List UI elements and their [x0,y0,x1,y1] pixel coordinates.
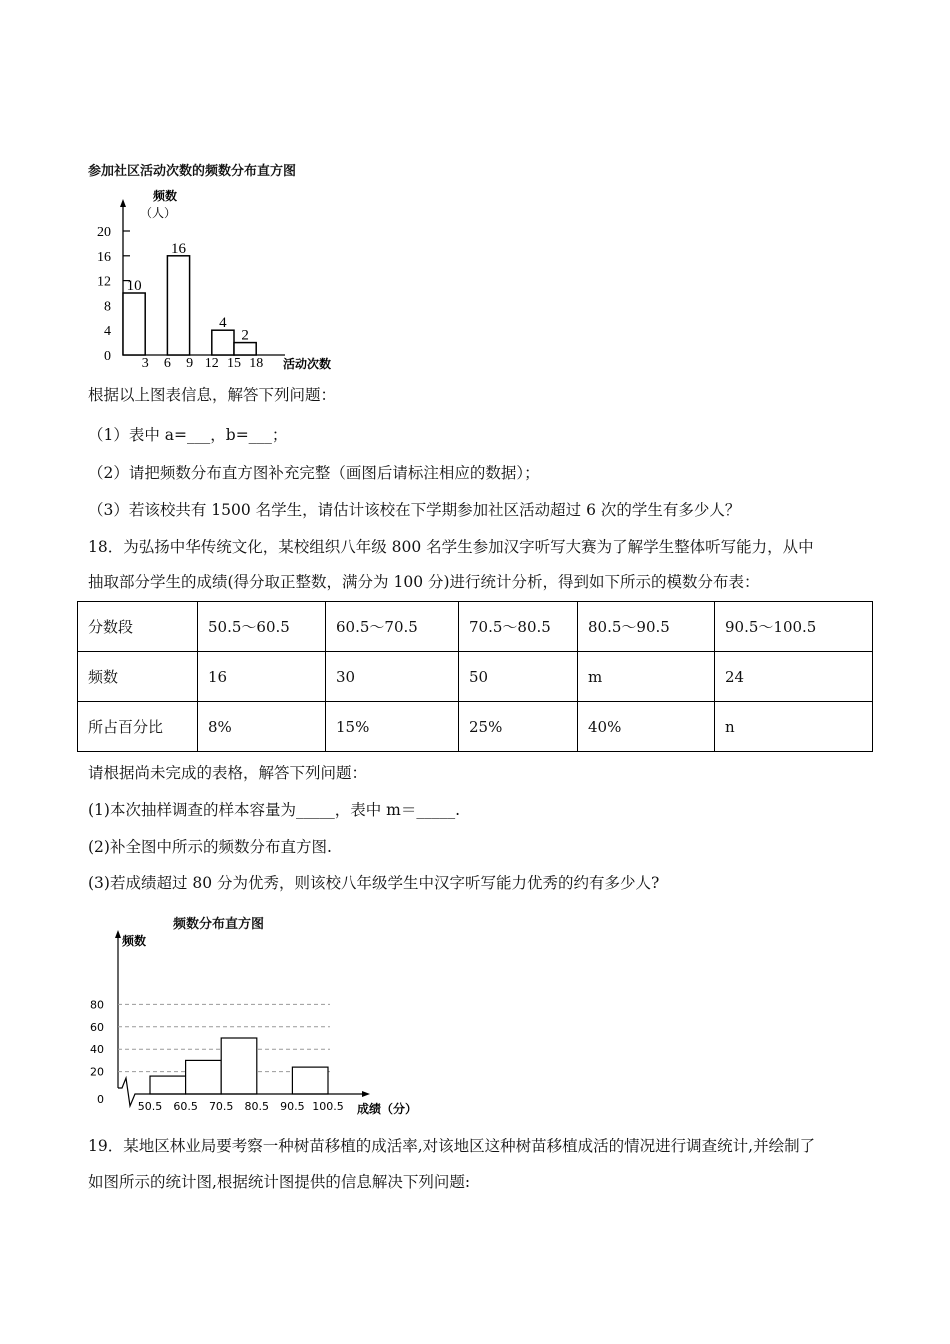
chart1-y-tick-label: 20 [97,225,111,240]
frequency-table [77,601,873,752]
chart1-bar-label: 4 [219,315,227,332]
chart2-y-tick-label: 40 [90,1043,104,1057]
chart2-y-tick-label: 60 [90,1020,104,1034]
table-cell: 50.5～60.5 [198,602,326,652]
table-cell: 80.5～90.5 [578,602,715,652]
chart1-svg [80,185,350,375]
table-cell: 60.5～70.5 [326,602,459,652]
table-cell: 24 [715,652,873,702]
chart1-ylabel-line2: （人） [140,206,177,220]
question-2: （2）请把频数分布直方图补充完整（画图后请标注相应的数据）； [88,464,540,482]
table-cell: n [715,702,873,752]
chart2-title: 频数分布直方图 [173,917,265,932]
chart2-x-tick-label: 60.5 [173,1100,198,1113]
chart2-x-tick-label: 100.5 [312,1100,344,1113]
chart1-xlabel: 活动次数 [283,357,332,371]
chart2-x-tick-label: 80.5 [244,1100,270,1113]
problem-18-line1: 18．为弘扬中华传统文化，某校组织八年级 800 名学生参加汉字听写大赛为了解学生整体听写能力，从中 [88,538,814,556]
chart2-y-tick-label: 80 [90,998,104,1012]
chart1-x-tick-label: 15 [227,356,241,371]
chart1-y-arrow [120,199,126,207]
table-cell: 8% [198,702,326,752]
problem-19-line2: 如图所示的统计图,根据统计图提供的信息解决下列问题: [88,1173,471,1191]
table-row [78,602,873,652]
chart1-bar [212,330,234,355]
chart2-y-arrow [115,930,121,938]
intro-text: 根据以上图表信息，解答下列问题： [88,386,337,404]
question-1: （1）表中 a=___，b=___； [88,426,288,444]
chart1-x-tick-label: 3 [141,356,149,371]
table-cell: 所占百分比 [78,702,198,752]
table-cell: 40% [578,702,715,752]
chart1-bar-label: 16 [171,240,186,257]
table-cell: m [578,652,715,702]
chart2-x-tick-label: 50.5 [137,1100,163,1113]
after-table-text: 请根据尚未完成的表格，解答下列问题： [88,764,368,782]
table-cell: 90.5～100.5 [715,602,873,652]
chart2-bar [292,1067,328,1094]
chart2-bar [150,1076,186,1094]
sub-question-2: (2)补全图中所示的频数分布直方图. [88,838,332,856]
chart1-y-tick-label: 16 [97,249,111,265]
table-cell: 50 [459,652,578,702]
chart1-y-tick-label: 0 [104,349,111,364]
chart1-x-tick-label: 18 [249,356,264,371]
problem-18-line2: 抽取部分学生的成绩(得分取正整数，满分为 100 分)进行统计分析，得到如下所示的模数分布表： [88,573,760,591]
chart1-title: 参加社区活动次数的频数分布直方图 [88,164,297,179]
question-3: （3）若该校共有 1500 名学生，请估计该校在下学期参加社区活动超过 6 次的学生有多少人？ [88,501,741,519]
chart1-x-tick-label: 12 [204,356,219,371]
chart1-x-tick-label: 6 [163,356,171,371]
table-row [78,652,873,702]
chart1-ylabel-line1: 频数 [153,189,178,203]
table-cell: 16 [198,652,326,702]
chart2-x-arrow [362,1091,370,1097]
sub-question-3: (3)若成绩超过 80 分为优秀，则该校八年级学生中汉字听写能力优秀的约有多少人? [88,874,660,892]
table-cell: 15% [326,702,459,752]
table-cell: 分数段 [78,602,198,652]
chart1-y-tick-label: 12 [97,274,111,290]
chart2-xlabel: 成绩（分） [357,1102,418,1116]
chart2-y-tick-label: 20 [90,1065,104,1079]
table-cell: 30 [326,652,459,702]
chart2-x-tick-label: 70.5 [208,1100,234,1113]
chart1-y-tick-label: 4 [104,324,111,340]
chart1-bar [123,293,145,355]
chart2-bar [221,1038,257,1094]
table-cell: 25% [459,702,578,752]
table-cell: 70.5～80.5 [459,602,578,652]
chart1-bar [234,343,256,355]
chart2-ylabel: 频数 [122,934,147,948]
table-row [78,702,873,752]
chart2-y-tick-label: 0 [97,1093,104,1106]
chart1-bar-label: 2 [241,327,249,344]
chart1-bar [167,256,189,355]
table-cell: 频数 [78,652,198,702]
chart1-y-tick-label: 8 [104,299,111,315]
chart2-x-tick-label: 90.5 [280,1100,305,1113]
chart2-bar [186,1060,222,1094]
chart1-bar-label: 10 [126,278,142,294]
sub-question-1: (1)本次抽样调查的样本容量为_____，表中 m＝_____. [88,801,461,819]
chart1-x-tick-label: 9 [186,356,194,371]
problem-19-line1: 19．某地区林业局要考察一种树苗移植的成活率,对该地区这种树苗移植成活的情况进行调查统计,并绘制了 [88,1137,816,1155]
chart2-svg [85,928,425,1120]
